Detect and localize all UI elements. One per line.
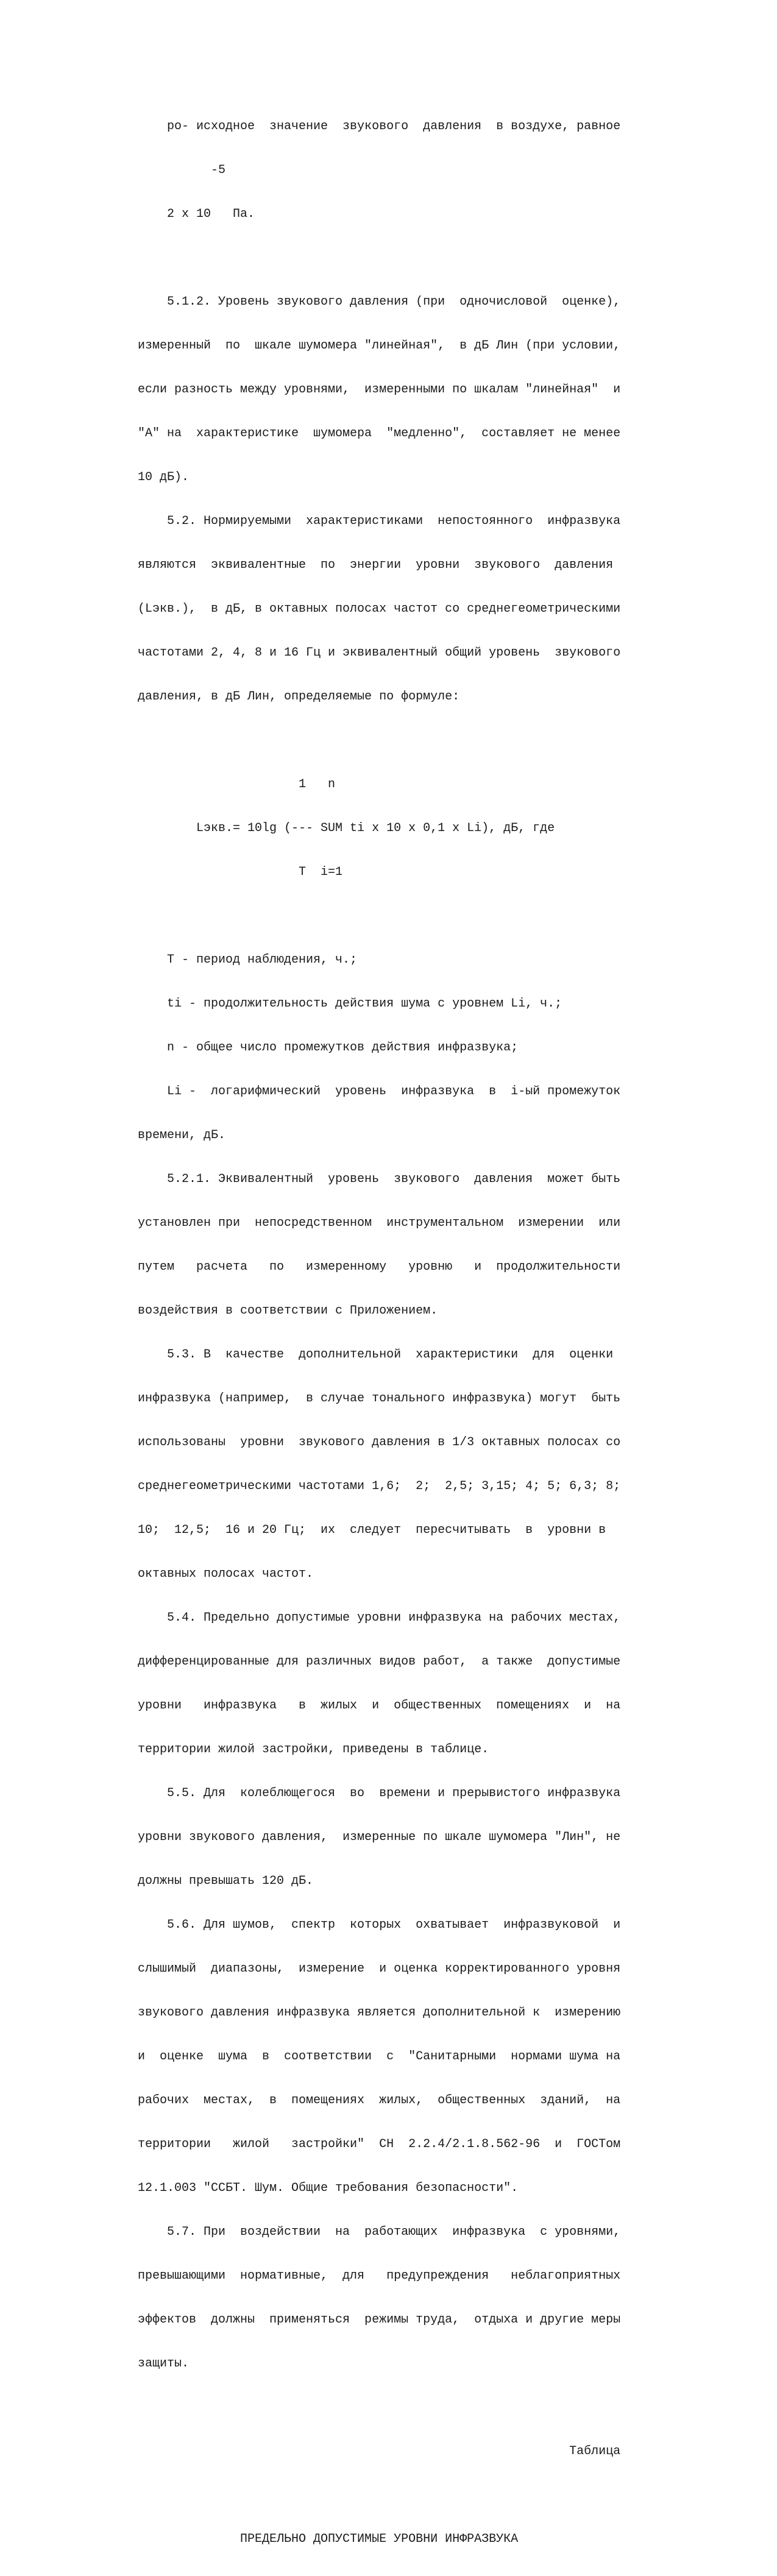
formula-line: 1 n xyxy=(138,777,336,791)
text-line: среднегеометрическими частотами 1,6; 2; 2,5; 3,15; 4; 5; 6,3; 8; xyxy=(138,1479,621,1493)
text-line: воздействия в соответствии с Приложением. xyxy=(138,1304,438,1318)
text-line: (Lэкв.), в дБ, в октавных полосах частот со среднегеометрическими xyxy=(138,602,621,616)
text-line: эффектов должны применяться режимы труда, отдыха и другие меры xyxy=(138,2313,621,2327)
text-line: 5.1.2. Уровень звукового давления (при одночисловой оценке), xyxy=(138,295,621,309)
text-line: 5.2. Нормируемыми характеристиками непостоянного инфразвука xyxy=(138,514,621,528)
text-line: являются эквивалентные по энергии уровни звукового давления xyxy=(138,558,614,572)
text-line: частотами 2, 4, 8 и 16 Гц и эквивалентный общий уровень звукового xyxy=(138,646,621,660)
text-line: если разность между уровнями, измеренными по шкалам "линейная" и xyxy=(138,383,621,397)
text-line: 5.7. При воздействии на работающих инфразвука с уровнями, xyxy=(138,2225,621,2239)
text-line: Т - период наблюдения, ч.; xyxy=(138,953,358,967)
table-label: Таблица xyxy=(138,2444,621,2458)
text-line: 5.3. В качестве дополнительной характеристики для оценки xyxy=(138,1348,614,1362)
text-line: должны превышать 120 дБ. xyxy=(138,1874,314,1888)
text-line: уровни звукового давления, измеренные по шкале шумомера "Лин", не xyxy=(138,1830,621,1844)
text-line: 10; 12,5; 16 и 20 Гц; их следует пересчитывать в уровни в xyxy=(138,1523,606,1537)
text-line: превышающими нормативные, для предупреждения неблагоприятных xyxy=(138,2269,621,2283)
text-line: звукового давления инфразвука является дополнительной к измерению xyxy=(138,2006,621,2020)
text-line xyxy=(138,251,620,266)
table-title: ПРЕДЕЛЬНО ДОПУСТИМЫЕ УРОВНИ ИНФРАЗВУКА xyxy=(138,2532,519,2546)
text-line: времени, дБ. xyxy=(138,1128,226,1142)
text-line: и оценке шума в соответствии с "Санитарными нормами шума на xyxy=(138,2050,621,2064)
text-line xyxy=(138,909,620,924)
text-line: давления, в дБ Лин, определяемые по формуле: xyxy=(138,690,460,704)
text-line: Li - логарифмический уровень инфразвука в i-ый промежуток xyxy=(138,1085,621,1099)
text-line xyxy=(138,734,620,748)
text-line: дифференцированные для различных видов работ, а также допустимые xyxy=(138,1655,621,1669)
text-line: путем расчета по измеренному уровню и продолжительности xyxy=(138,1260,621,1274)
text-line: 2 х 10 Па. xyxy=(138,207,255,221)
text-line: ti - продолжительность действия шума с уровнем Li, ч.; xyxy=(138,997,562,1011)
text-line: использованы уровни звукового давления в 1/3 октавных полосах со xyxy=(138,1435,621,1449)
formula-line: Lэкв.= 10lg (--- SUM ti х 10 х 0,1 х Li), дБ, где xyxy=(138,821,555,835)
text-line: установлен при непосредственном инструментальном измерении или xyxy=(138,1216,621,1230)
text-line: измеренный по шкале шумомера "линейная", в дБ Лин (при условии, xyxy=(138,339,621,353)
text-line xyxy=(138,2488,620,2503)
text-line: "А" на характеристике шумомера "медленно", составляет не менее xyxy=(138,426,621,441)
text-line: 5.5. Для колеблющегося во времени и прерывистого инфразвука xyxy=(138,1786,621,1800)
formula-line: T i=1 xyxy=(138,865,343,879)
text-line: 10 дБ). xyxy=(138,470,190,484)
text-line: 5.2.1. Эквивалентный уровень звукового давления может быть xyxy=(138,1172,621,1186)
text-line: инфразвука (например, в случае тонального инфразвука) могут быть xyxy=(138,1392,621,1406)
text-line: -5 xyxy=(138,163,226,177)
text-line: 5.6. Для шумов, спектр которых охватывает инфразвуковой и xyxy=(138,1918,621,1932)
text-line xyxy=(138,2401,620,2415)
document-body xyxy=(138,90,620,2576)
text-line: 5.4. Предельно допустимые уровни инфразвука на рабочих местах, xyxy=(138,1611,621,1625)
text-line: уровни инфразвука в жилых и общественных помещениях и на xyxy=(138,1699,621,1713)
text-line: pо- исходное значение звукового давления в воздухе, равное xyxy=(138,119,621,133)
text-line: защиты. xyxy=(138,2357,190,2371)
text-line: октавных полосах частот. xyxy=(138,1567,314,1581)
text-line: n - общее число промежутков действия инфразвука; xyxy=(138,1041,519,1055)
text-line: территории жилой застройки" СН 2.2.4/2.1.8.562-96 и ГОСТом xyxy=(138,2137,621,2151)
text-line: территории жилой застройки, приведены в таблице. xyxy=(138,1743,489,1757)
text-line: слышимый диапазоны, измерение и оценка корректированного уровня xyxy=(138,1962,621,1976)
text-line: рабочих местах, в помещениях жилых, общественных зданий, на xyxy=(138,2093,621,2107)
text-line: 12.1.003 "ССБТ. Шум. Общие требования безопасности". xyxy=(138,2181,519,2195)
